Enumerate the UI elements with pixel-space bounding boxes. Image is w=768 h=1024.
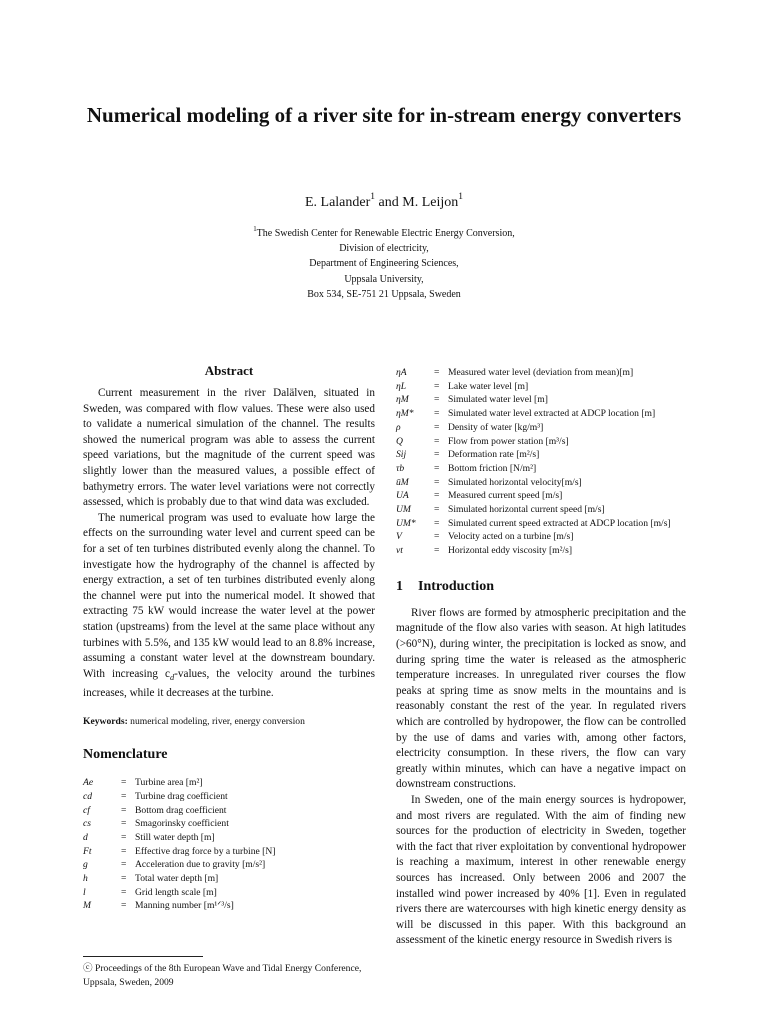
author-name: M. Leijon — [402, 195, 459, 210]
nomenclature-list-right — [396, 366, 686, 558]
keywords-label: Keywords: — [83, 716, 128, 728]
nomenclature-row — [396, 489, 686, 503]
nomenclature-equals: = — [434, 435, 440, 447]
nomenclature-description: Grid length scale [m] — [135, 886, 217, 898]
abstract-paragraph: Current measurement in the river Dalälven, situated in Sweden, was compared with flow values. These were also used to validate a numerical simulation of the channel. The results showed the numerical program was able to assess the current speed variations, but the magnitude of the current speed was slightly lower than the measured values, a possible effect of bathymetry errors. The water level variations were not correctly assessed, which is probably due to that wind data was excluded. — [83, 387, 375, 509]
nomenclature-symbol: d — [83, 831, 88, 843]
nomenclature-symbol: UM* — [396, 517, 416, 529]
nomenclature-symbol: M — [83, 900, 91, 912]
nomenclature-row — [396, 503, 686, 517]
nomenclature-row — [83, 845, 375, 859]
affiliation-line: Uppsala University, — [344, 273, 424, 285]
nomenclature-equals: = — [121, 831, 127, 843]
nomenclature-symbol: Ae — [83, 777, 94, 789]
nomenclature-row — [396, 435, 686, 449]
nomenclature-description: Still water depth [m] — [135, 831, 215, 843]
nomenclature-equals: = — [434, 421, 440, 433]
nomenclature-description: Simulated water level extracted at ADCP location [m] — [448, 408, 656, 420]
abstract-text: -values, the velocity around the turbines increases, while it decreases at the turbine. — [83, 667, 375, 699]
nomenclature-description: Density of water [kg/m³] — [448, 421, 544, 433]
affiliation-line — [80, 226, 688, 241]
nomenclature-symbol: vt — [396, 545, 403, 557]
nomenclature-equals: = — [434, 367, 440, 378]
keywords-text: numerical modeling, river, energy conversion — [127, 716, 305, 728]
nomenclature-symbol: V — [396, 531, 402, 543]
nomenclature-description: Total water depth [m] — [135, 873, 219, 885]
nomenclature-symbol: ρ — [396, 421, 401, 433]
nomenclature-equals: = — [434, 545, 440, 557]
nomenclature-description: Turbine drag coefficient — [135, 790, 228, 802]
nomenclature-row — [396, 448, 686, 462]
footnote-rule — [83, 956, 203, 957]
nomenclature-equals: = — [434, 490, 440, 502]
nomenclature-equals: = — [434, 531, 440, 543]
nomenclature-row — [83, 831, 375, 845]
section-title: Introduction — [418, 578, 494, 594]
nomenclature-symbol: ηL — [396, 380, 407, 392]
nomenclature-symbol: ηM* — [396, 408, 414, 420]
nomenclature-row — [83, 886, 375, 900]
nomenclature-equals: = — [121, 845, 127, 857]
nomenclature-description: Simulated water level [m] — [448, 394, 548, 406]
nomenclature-description: Turbine area [m²] — [135, 777, 203, 789]
nomenclature-description: Smagorinsky coefficient — [135, 818, 229, 830]
nomenclature-row — [83, 872, 375, 886]
nomenclature-row — [396, 380, 686, 394]
author-affil-mark: 1 — [458, 192, 464, 203]
nomenclature-equals: = — [434, 394, 440, 406]
nomenclature-equals: = — [121, 886, 127, 898]
nomenclature-row — [396, 544, 686, 558]
nomenclature-equals: = — [121, 873, 127, 885]
nomenclature-heading: Nomenclature — [83, 747, 168, 763]
nomenclature-row — [396, 393, 686, 407]
nomenclature-row — [83, 790, 375, 804]
nomenclature-row — [83, 817, 375, 831]
nomenclature-description: Velocity acted on a turbine [m/s] — [448, 531, 574, 543]
nomenclature-symbol: Sij — [396, 449, 407, 461]
nomenclature-row — [396, 407, 686, 421]
nomenclature-row — [83, 858, 375, 872]
nomenclature-equals: = — [121, 777, 127, 789]
nomenclature-row — [396, 517, 686, 531]
nomenclature-description: Flow from power station [m³/s] — [448, 435, 569, 447]
nomenclature-description: Simulated horizontal current speed [m/s] — [448, 504, 605, 516]
nomenclature-description: Deformation rate [m²/s] — [448, 449, 540, 461]
nomenclature-row — [396, 476, 686, 490]
author-line — [80, 192, 688, 211]
abstract-paragraph — [83, 511, 375, 701]
nomenclature-description: Measured current speed [m/s] — [448, 490, 563, 502]
nomenclature-equals: = — [121, 859, 127, 871]
affiliation — [80, 226, 688, 302]
nomenclature-symbol: ηM — [396, 394, 409, 406]
nomenclature-symbol: UM — [396, 504, 411, 516]
nomenclature-equals: = — [121, 900, 127, 912]
affiliation-line: Department of Engineering Sciences, — [309, 258, 459, 270]
cd-subscript: d — [169, 672, 175, 682]
author-name: E. Lalander — [304, 195, 371, 210]
nomenclature-symbol: τb — [396, 462, 405, 474]
nomenclature-row — [83, 776, 375, 790]
nomenclature-description: Bottom friction [N/m²] — [448, 462, 537, 474]
nomenclature-equals: = — [121, 790, 127, 802]
affiliation-text: The Swedish Center for Renewable Electric Energy Conversion, — [256, 228, 515, 239]
author-connector: and — [375, 195, 403, 210]
nomenclature-description: Manning number [m¹ᐟ³/s] — [135, 900, 234, 912]
nomenclature-description: Simulated horizontal velocity[m/s] — [448, 476, 582, 488]
paper-title: Numerical modeling of a river site for in-stream energy converters — [86, 103, 682, 127]
nomenclature-symbol: g — [83, 859, 88, 871]
affiliation-line: Division of electricity, — [339, 243, 429, 255]
nomenclature-description: Horizontal eddy viscosity [m²/s] — [448, 545, 573, 557]
intro-paragraph: River flows are formed by atmospheric precipitation and the magnitude of the flow also varies with season. At high latitudes (>60°N), during winter, the precipitation is locked as snow, and during spring time the water is released as the atmospheric temperature increases. In unregulated river courses the flow peaks at spring time as snow melts in the mountains and is reasonably constant the rest of the year. In regulated rivers which are controlled by hydropower, the flow can be controlled by the use of dams and varies with, among other factors, electricity consumption. In these rivers, the flow can vary greatly within minutes, which can have a negative impact on downstream constructions. — [396, 606, 686, 791]
nomenclature-equals: = — [434, 517, 440, 529]
nomenclature-symbol: ηA — [396, 367, 407, 378]
affiliation-mark: 1 — [253, 226, 257, 233]
section-number: 1 — [396, 578, 403, 594]
nomenclature-description: Bottom drag coefficient — [135, 804, 227, 816]
footnote — [83, 956, 375, 990]
footnote-text: ⓒ Proceedings of the 8th European Wave and Tidal Energy Conference, Uppsala, Sweden, 2009 — [83, 963, 362, 988]
nomenclature-equals: = — [434, 408, 440, 420]
nomenclature-equals: = — [434, 476, 440, 488]
nomenclature-symbol: Q — [396, 435, 403, 447]
nomenclature-description: Effective drag force by a turbine [N] — [135, 845, 276, 857]
nomenclature-equals: = — [434, 449, 440, 461]
section-heading-introduction — [396, 578, 686, 596]
author-affil-mark: 1 — [370, 192, 376, 203]
keywords — [83, 715, 375, 728]
nomenclature-row — [83, 804, 375, 818]
affiliation-line: Box 534, SE-751 21 Uppsala, Sweden — [307, 288, 461, 300]
right-column — [396, 366, 686, 949]
nomenclature-row — [396, 462, 686, 476]
nomenclature-symbol: Ft — [83, 845, 92, 857]
nomenclature-equals: = — [434, 504, 440, 516]
nomenclature-symbol: h — [83, 873, 88, 885]
nomenclature-description: Measured water level (deviation from mean)[m] — [448, 367, 634, 378]
nomenclature-row — [396, 421, 686, 435]
nomenclature-equals: = — [121, 818, 127, 830]
nomenclature-symbol: cf — [83, 804, 90, 816]
nomenclature-list-left — [83, 776, 375, 913]
nomenclature-row — [83, 899, 375, 913]
nomenclature-row — [396, 530, 686, 544]
nomenclature-row — [396, 366, 686, 380]
nomenclature-description: Acceleration due to gravity [m/s²] — [135, 859, 266, 871]
nomenclature-description: Simulated current speed extracted at ADCP location [m/s] — [448, 517, 671, 529]
nomenclature-description: Lake water level [m] — [448, 380, 529, 392]
abstract-heading: Abstract — [204, 363, 254, 378]
nomenclature-symbol: UA — [396, 490, 409, 502]
nomenclature-symbol: cs — [83, 818, 91, 830]
left-column — [83, 362, 375, 913]
nomenclature-symbol: cd — [83, 790, 93, 802]
nomenclature-symbol: l — [83, 886, 86, 898]
nomenclature-equals: = — [121, 804, 127, 816]
intro-paragraph: In Sweden, one of the main energy sources is hydropower, and most rivers are regulated. With the aim of finding new sources for the production of electricity in Sweden, together with the fact that river exploitation by conventional hydropower is reaching a maximum, interest in other renewable energy sources has increased. Only between 2006 and 2007 the installed wind power increased by 40% [1]. Even in regulated rivers there are watercourses with high kinetic energy density as will be discussed in this paper. With this background an assessment of the kinetic energy resource in Swedish rivers is — [396, 793, 686, 947]
abstract-text: The numerical program was used to evaluate how large the effects on the surrounding water level and current speed can be for a set of ten turbines distributed evenly along the channel. To investigate how the hydrography of the channel is affected by energy extraction, a set of ten turbines distributed evenly along the channel were put into the numerical model. It showed that extracting 75 kW would increase the water level at the power station (upstreams) from the level at the same place without any turbines with 5.5%, and 135 kW would lead to an 8.8% increase, assuming a constant water level at the downstream boundary. With increasing c — [83, 511, 375, 680]
nomenclature-equals: = — [434, 462, 440, 474]
nomenclature-equals: = — [434, 380, 440, 392]
nomenclature-symbol: ūM — [396, 476, 409, 488]
